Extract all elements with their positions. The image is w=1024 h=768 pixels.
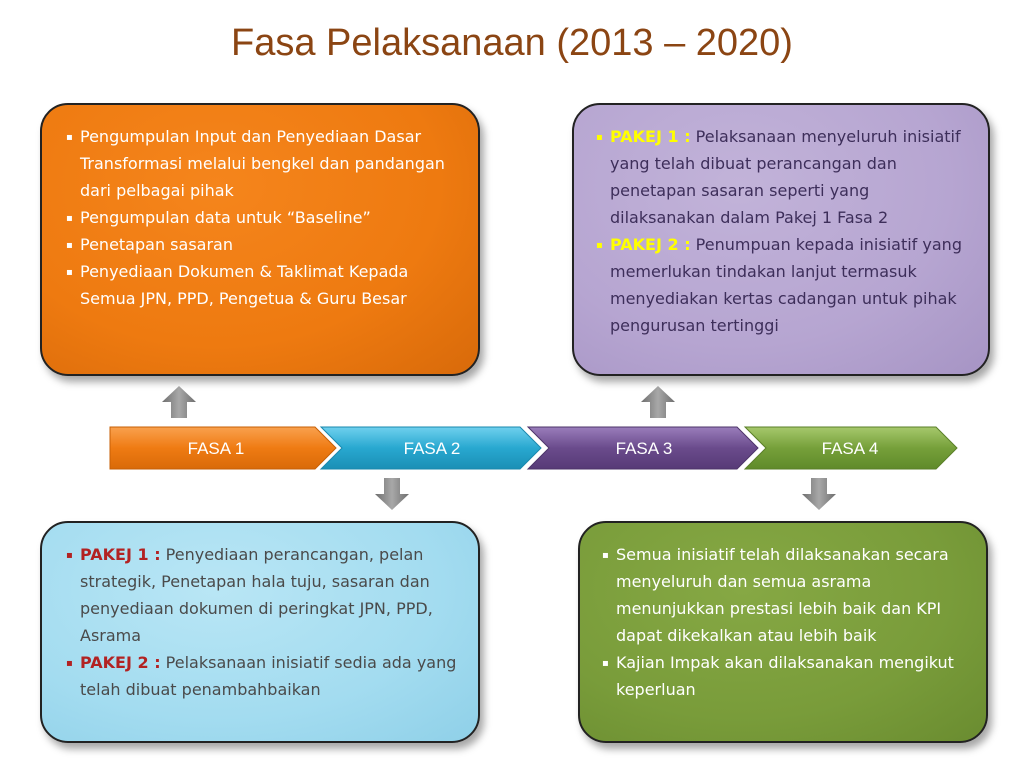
page-title: Fasa Pelaksanaan (2013 – 2020)	[231, 22, 793, 64]
bullet-icon: ▪	[602, 658, 609, 669]
fasa-2-list	[66, 541, 464, 703]
list-item	[596, 231, 976, 339]
list-item	[602, 649, 974, 703]
list-item-text: Pelaksanaan menyeluruh inisiatif yang telah dibuat perancangan dan penetapan sasaran seperti yang dilaksanakan dalam Pakej 1 Fasa 2	[610, 127, 961, 227]
arrow-up-fasa-1	[162, 386, 196, 418]
bullet-icon: ▪	[602, 550, 609, 561]
fasa-3-description-box	[572, 103, 990, 376]
list-item-text: Penumpuan kepada inisiatif yang memerlukan tindakan lanjut termasuk menyediakan kertas cadangan untuk pihak pengurusan tertinggi	[610, 235, 962, 335]
arrow-down-fasa-4	[802, 478, 836, 510]
pakej-label: PAKEJ 2 :	[80, 653, 161, 672]
list-item-text: Kajian Impak akan dilaksanakan mengikut keperluan	[616, 653, 954, 699]
list-item	[66, 123, 464, 204]
pakej-label: PAKEJ 1 :	[80, 545, 161, 564]
list-item-text: Pengumpulan data untuk “Baseline”	[80, 208, 371, 227]
pakej-label: PAKEJ 1 :	[610, 127, 691, 146]
arrow-down-fasa-2	[375, 478, 409, 510]
list-item	[66, 258, 464, 312]
list-item	[66, 541, 464, 649]
list-item	[602, 541, 974, 649]
fasa-1-description-box	[40, 103, 480, 376]
bullet-icon: ▪	[66, 550, 73, 561]
list-item-text: Semua inisiatif telah dilaksanakan secara menyeluruh dan semua asrama menunjukkan prestasi lebih baik dan KPI dapat dikekalkan atau lebih baik	[616, 545, 949, 645]
bullet-icon: ▪	[596, 132, 603, 143]
bullet-icon: ▪	[66, 240, 73, 251]
fasa-3-list	[596, 123, 976, 339]
phase-fasa-4-label: FASA 4	[821, 439, 879, 458]
list-item	[596, 123, 976, 231]
pakej-label: PAKEJ 2 :	[610, 235, 691, 254]
arrow-up-fasa-3	[641, 386, 675, 418]
bullet-icon: ▪	[596, 240, 603, 251]
list-item-text: Pengumpulan Input dan Penyediaan Dasar Transformasi melalui bengkel dan pandangan dari pelbagai pihak	[80, 127, 445, 200]
fasa-2-description-box	[40, 521, 480, 743]
list-item-text: Penyediaan perancangan, pelan strategik, Penetapan hala tuju, sasaran dan penyediaan dokumen di peringkat JPN, PPD, Asrama	[80, 545, 433, 645]
list-item	[66, 231, 464, 258]
list-item-text: Penetapan sasaran	[80, 235, 233, 254]
fasa-1-list	[66, 123, 464, 312]
bullet-icon: ▪	[66, 658, 73, 669]
phase-fasa-2-label: FASA 2	[403, 439, 461, 458]
phase-fasa-3-label: FASA 3	[615, 439, 673, 458]
bullet-icon: ▪	[66, 267, 73, 278]
list-item-text: Pelaksanaan inisiatif sedia ada yang telah dibuat penambahbaikan	[80, 653, 457, 699]
list-item-text: Penyediaan Dokumen & Taklimat Kepada Semua JPN, PPD, Pengetua & Guru Besar	[80, 262, 409, 308]
list-item	[66, 649, 464, 703]
phase-fasa-1-label: FASA 1	[187, 439, 245, 458]
fasa-4-description-box	[578, 521, 988, 743]
list-item	[66, 204, 464, 231]
fasa-4-list	[602, 541, 974, 703]
bullet-icon: ▪	[66, 132, 73, 143]
bullet-icon: ▪	[66, 213, 73, 224]
